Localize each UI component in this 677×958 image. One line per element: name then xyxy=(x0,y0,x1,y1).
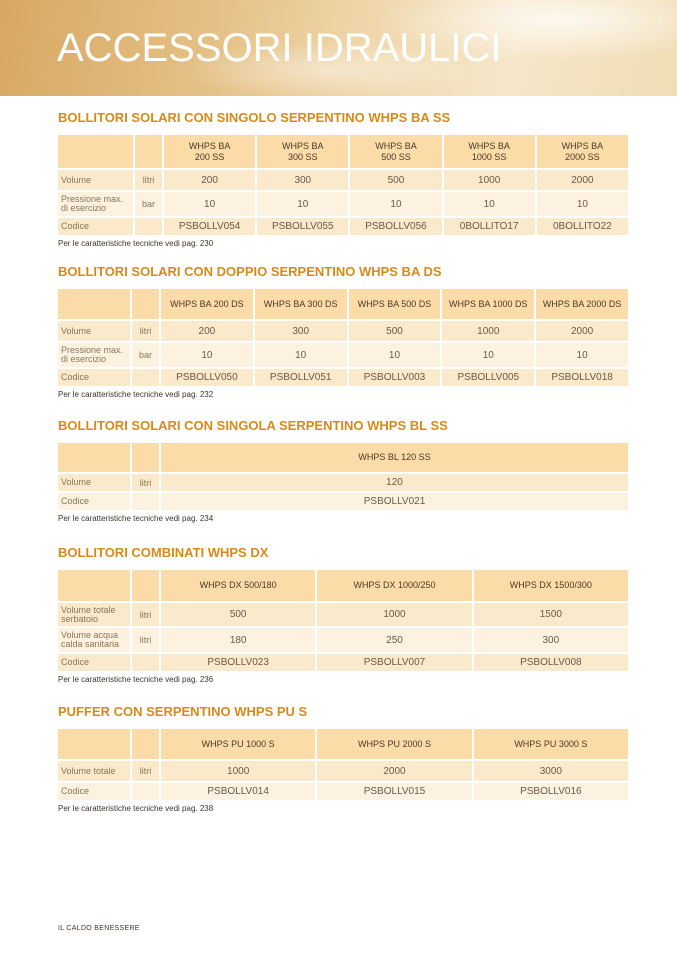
section-bl-ss xyxy=(58,418,630,523)
row-unit: bar xyxy=(135,192,162,216)
table-cell: PSBOLLV018 xyxy=(536,369,628,386)
column-header: WHPS PU 1000 S xyxy=(161,729,315,759)
table-cell: PSBOLLV008 xyxy=(474,654,628,671)
table-cell: 10 xyxy=(349,343,441,367)
table-cell: PSBOLLV056 xyxy=(350,218,441,235)
page-title: ACCESSORI IDRAULICI xyxy=(57,26,502,70)
column-header: WHPS BA 200 SS xyxy=(164,135,255,168)
table-cell: PSBOLLV003 xyxy=(349,369,441,386)
table-cell: PSBOLLV007 xyxy=(317,654,471,671)
column-header: WHPS BA 500 DS xyxy=(349,289,441,319)
table-row xyxy=(58,321,628,341)
table-row xyxy=(58,493,628,510)
row-label: Volume acqua calda sanitaria xyxy=(58,628,130,652)
table-row xyxy=(58,628,628,652)
page-footer: IL CALDO BENESSERE xyxy=(58,925,140,932)
row-label: Codice xyxy=(58,369,130,386)
column-header: WHPS DX 1500/300 xyxy=(474,570,628,601)
table-cell: PSBOLLV021 xyxy=(161,493,628,510)
table-cell: 1500 xyxy=(474,603,628,626)
row-label: Volume totale xyxy=(58,761,130,781)
row-label: Pressione max. di esercizio xyxy=(58,343,130,367)
row-label: Codice xyxy=(58,783,130,800)
table-cell: 500 xyxy=(350,170,441,190)
table-row xyxy=(58,603,628,626)
section-title: BOLLITORI SOLARI CON DOPPIO SERPENTINO WHPS BA DS xyxy=(58,264,442,279)
table-cell: 300 xyxy=(257,170,348,190)
section-title: BOLLITORI SOLARI CON SINGOLO SERPENTINO WHPS BA SS xyxy=(58,110,451,125)
table-header-row xyxy=(58,729,628,759)
table-cell: 10 xyxy=(536,343,628,367)
column-header: WHPS BA 1000 DS xyxy=(442,289,534,319)
table-cell: PSBOLLV051 xyxy=(255,369,347,386)
column-header: WHPS BA 300 DS xyxy=(255,289,347,319)
table-cell: 500 xyxy=(349,321,441,341)
table-cell: 300 xyxy=(474,628,628,652)
row-unit: litri xyxy=(135,170,162,190)
row-unit: litri xyxy=(132,761,159,781)
spec-table xyxy=(56,133,630,237)
table-cell: 10 xyxy=(257,192,348,216)
row-label: Volume xyxy=(58,321,130,341)
table-row xyxy=(58,761,628,781)
table-cell: 10 xyxy=(350,192,441,216)
table-row xyxy=(58,218,628,235)
table-cell: PSBOLLV055 xyxy=(257,218,348,235)
section-title: BOLLITORI COMBINATI WHPS DX xyxy=(58,545,269,560)
table-row xyxy=(58,343,628,367)
table-cell: 2000 xyxy=(317,761,471,781)
table-cell: 10 xyxy=(537,192,628,216)
row-label: Volume xyxy=(58,170,133,190)
column-header: WHPS BA 1000 SS xyxy=(444,135,535,168)
table-cell: 0BOLLITO22 xyxy=(537,218,628,235)
table-cell: PSBOLLV016 xyxy=(474,783,628,800)
header-corner-cell xyxy=(58,135,133,168)
section-ba-ss xyxy=(58,110,630,248)
table-cell: 1000 xyxy=(161,761,315,781)
table-cell: 200 xyxy=(161,321,253,341)
row-label: Pressione max. di esercizio xyxy=(58,192,133,216)
column-header: WHPS BA 2000 SS xyxy=(537,135,628,168)
column-header: WHPS BA 500 SS xyxy=(350,135,441,168)
column-header: WHPS PU 2000 S xyxy=(317,729,471,759)
column-header: WHPS BA 200 DS xyxy=(161,289,253,319)
table-cell: 3000 xyxy=(474,761,628,781)
table-row xyxy=(58,783,628,800)
table-cell: 10 xyxy=(255,343,347,367)
table-cell: 10 xyxy=(164,192,255,216)
header-unit-cell xyxy=(132,289,159,319)
table-note: Per le caratteristiche tecniche vedi pag. 232 xyxy=(58,390,214,399)
table-note: Per le caratteristiche tecniche vedi pag. 234 xyxy=(58,514,214,523)
table-cell: 1000 xyxy=(442,321,534,341)
table-cell: 1000 xyxy=(444,170,535,190)
table-cell: 120 xyxy=(161,474,628,491)
table-cell: PSBOLLV014 xyxy=(161,783,315,800)
row-unit: litri xyxy=(132,628,159,652)
table-header-row xyxy=(58,570,628,601)
spec-table xyxy=(56,727,630,802)
row-label: Codice xyxy=(58,654,130,671)
row-unit: litri xyxy=(132,321,159,341)
table-cell: 0BOLLITO17 xyxy=(444,218,535,235)
row-unit xyxy=(132,493,159,510)
section-title: PUFFER CON SERPENTINO WHPS PU S xyxy=(58,704,308,719)
header-unit-cell xyxy=(135,135,162,168)
row-unit: litri xyxy=(132,603,159,626)
table-cell: 180 xyxy=(161,628,315,652)
section-title: BOLLITORI SOLARI CON SINGOLA SERPENTINO WHPS BL SS xyxy=(58,418,448,433)
column-header: WHPS BA 2000 DS xyxy=(536,289,628,319)
section-pu-s xyxy=(58,704,630,813)
header-unit-cell xyxy=(132,729,159,759)
table-note: Per le caratteristiche tecniche vedi pag. 238 xyxy=(58,804,214,813)
table-cell: 250 xyxy=(317,628,471,652)
table-header-row xyxy=(58,289,628,319)
row-unit xyxy=(132,654,159,671)
row-label: Volume xyxy=(58,474,130,491)
header-unit-cell xyxy=(132,570,159,601)
table-row xyxy=(58,192,628,216)
header-banner xyxy=(0,0,677,96)
row-unit xyxy=(132,369,159,386)
column-header: WHPS DX 1000/250 xyxy=(317,570,471,601)
column-header: WHPS BL 120 SS xyxy=(161,443,628,472)
table-cell: PSBOLLV005 xyxy=(442,369,534,386)
row-label: Volume totale serbatoio xyxy=(58,603,130,626)
table-cell: PSBOLLV023 xyxy=(161,654,315,671)
header-unit-cell xyxy=(132,443,159,472)
table-cell: 10 xyxy=(161,343,253,367)
row-unit xyxy=(135,218,162,235)
spec-table xyxy=(56,568,630,673)
column-header: WHPS BA 300 SS xyxy=(257,135,348,168)
table-row xyxy=(58,654,628,671)
column-header: WHPS DX 500/180 xyxy=(161,570,315,601)
header-corner-cell xyxy=(58,443,130,472)
table-note: Per le caratteristiche tecniche vedi pag. 236 xyxy=(58,675,214,684)
table-row xyxy=(58,474,628,491)
table-cell: 200 xyxy=(164,170,255,190)
table-cell: PSBOLLV050 xyxy=(161,369,253,386)
table-cell: 1000 xyxy=(317,603,471,626)
table-cell: 2000 xyxy=(537,170,628,190)
table-cell: 10 xyxy=(444,192,535,216)
row-label: Codice xyxy=(58,493,130,510)
table-cell: 300 xyxy=(255,321,347,341)
table-cell: 2000 xyxy=(536,321,628,341)
spec-table xyxy=(56,287,630,388)
table-note: Per le caratteristiche tecniche vedi pag. 230 xyxy=(58,239,214,248)
section-dx xyxy=(58,545,630,684)
row-unit xyxy=(132,783,159,800)
table-cell: PSBOLLV054 xyxy=(164,218,255,235)
table-header-row xyxy=(58,443,628,472)
section-ba-ds xyxy=(58,264,630,399)
table-cell: 500 xyxy=(161,603,315,626)
header-corner-cell xyxy=(58,570,130,601)
column-header: WHPS PU 3000 S xyxy=(474,729,628,759)
table-row xyxy=(58,170,628,190)
row-label: Codice xyxy=(58,218,133,235)
table-cell: PSBOLLV015 xyxy=(317,783,471,800)
table-cell: 10 xyxy=(442,343,534,367)
header-corner-cell xyxy=(58,289,130,319)
row-unit: bar xyxy=(132,343,159,367)
table-row xyxy=(58,369,628,386)
spec-table xyxy=(56,441,630,512)
row-unit: litri xyxy=(132,474,159,491)
table-header-row xyxy=(58,135,628,168)
header-corner-cell xyxy=(58,729,130,759)
